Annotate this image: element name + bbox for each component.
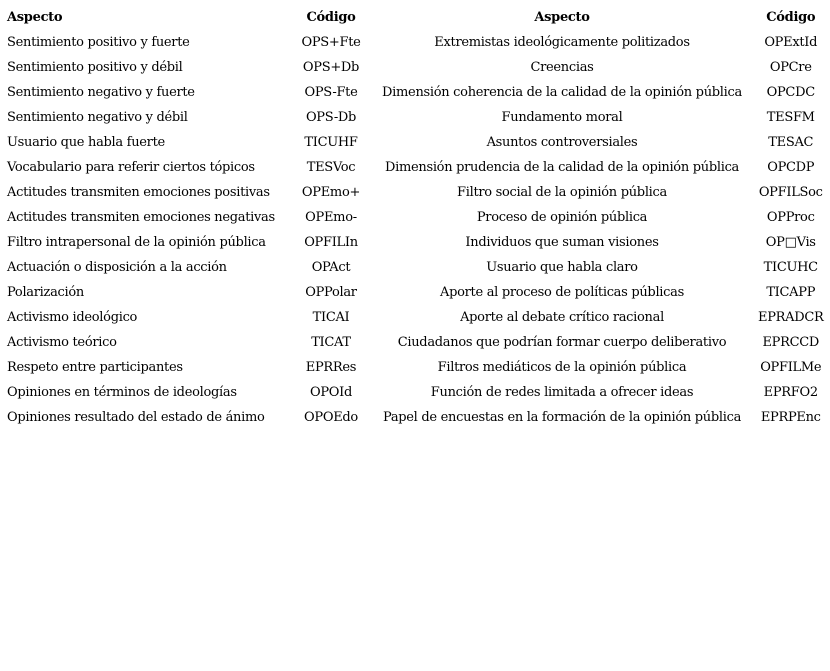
- aspecto-cell: Actitudes transmiten emociones negativas: [7, 210, 275, 225]
- aspecto-cell: Filtros mediáticos de la opinión pública: [437, 360, 687, 375]
- aspecto-cell: Proceso de opinión pública: [476, 210, 648, 225]
- aspecto-cell: Activismo teórico: [7, 335, 117, 350]
- codigo-cell: OPS-Db: [305, 110, 357, 125]
- codigo-cell: EPRCCD: [762, 335, 820, 350]
- aspecto-cell: Creencias: [530, 60, 594, 75]
- codigo-cell: OPS+Fte: [301, 35, 361, 50]
- aspecto-cell: Filtro intrapersonal de la opinión pública: [7, 235, 266, 250]
- aspecto-cell: Sentimiento positivo y fuerte: [7, 35, 190, 50]
- codigo-cell: TICAT: [311, 335, 351, 350]
- table-row: [4, 305, 826, 330]
- header-codigo-2: Código: [766, 10, 816, 25]
- aspecto-cell: Asuntos controversiales: [486, 135, 638, 150]
- table-row: [4, 30, 826, 55]
- codigo-cell: OPFILMe: [760, 360, 822, 375]
- header-aspecto-1: Aspecto: [7, 10, 63, 25]
- aspecto-cell: Aporte al proceso de políticas públicas: [440, 285, 684, 300]
- aspecto-cell: Usuario que habla claro: [486, 260, 638, 275]
- codigo-cell: EPRPEnc: [760, 410, 821, 425]
- aspecto-cell: Actuación o disposición a la acción: [7, 260, 227, 275]
- codigo-cell: TESFM: [766, 110, 815, 125]
- table-row: [4, 180, 826, 205]
- aspecto-cell: Actitudes transmiten emociones positivas: [7, 185, 270, 200]
- aspecto-cell: Opiniones resultado del estado de ánimo: [7, 410, 265, 425]
- aspecto-cell: Filtro social de la opinión pública: [457, 185, 667, 200]
- table-row: [4, 155, 826, 180]
- codigo-cell: TICAI: [312, 310, 350, 325]
- codigo-cell: OPFILSoc: [758, 185, 823, 200]
- table-row: [4, 330, 826, 355]
- codigo-cell: OPCre: [769, 60, 812, 75]
- aspecto-cell: Dimensión coherencia de la calidad de la opinión pública: [382, 85, 742, 100]
- header-codigo-1: Código: [306, 10, 356, 25]
- codigo-cell: OPAct: [311, 260, 351, 275]
- table-row: [4, 405, 826, 430]
- aspecto-cell: Sentimiento negativo y fuerte: [7, 85, 195, 100]
- codigo-cell: OPOId: [309, 385, 353, 400]
- aspecto-cell: Opiniones en términos de ideologías: [7, 385, 237, 400]
- table-row: [4, 55, 826, 80]
- codigo-cell: TICAPP: [766, 285, 816, 300]
- aspecto-cell: Extremistas ideológicamente politizados: [434, 35, 690, 50]
- aspecto-cell: Polarización: [7, 285, 84, 300]
- table-row: [4, 105, 826, 130]
- codigo-cell: OPEmo-: [305, 210, 357, 225]
- codigo-cell: OPCDC: [766, 85, 815, 100]
- table-row: [4, 130, 826, 155]
- aspecto-cell: Papel de encuestas en la formación de la opinión pública: [382, 410, 742, 425]
- table-header-row: [4, 5, 826, 30]
- aspecto-cell: Usuario que habla fuerte: [7, 135, 165, 150]
- table-row: [4, 380, 826, 405]
- codigo-cell: OPOEdo: [304, 410, 358, 425]
- codigo-cell: TESVoc: [306, 160, 356, 175]
- codigo-cell: OPEmo+: [301, 185, 361, 200]
- aspecto-cell: Aporte al debate crítico racional: [460, 310, 664, 325]
- codigo-cell: OPPolar: [305, 285, 357, 300]
- codigo-cell: TICUHC: [763, 260, 818, 275]
- aspecto-cell: Vocabulario para referir ciertos tópicos: [7, 160, 255, 175]
- codigo-cell: OP□Vis: [765, 235, 816, 250]
- codigo-cell: EPRRes: [305, 360, 357, 375]
- table-row: [4, 230, 826, 255]
- codigo-cell: EPRADCR: [758, 310, 824, 325]
- aspecto-cell: Individuos que suman visiones: [465, 235, 659, 250]
- aspecto-cell: Activismo ideológico: [7, 310, 138, 325]
- codigo-cell: OPProc: [766, 210, 815, 225]
- aspecto-cell: Sentimiento negativo y débil: [7, 110, 188, 125]
- table-row: [4, 205, 826, 230]
- aspecto-cell: Ciudadanos que podrían formar cuerpo deliberativo: [397, 335, 727, 350]
- aspecto-cell: Respeto entre participantes: [7, 360, 183, 375]
- codigo-cell: OPS-Fte: [304, 85, 358, 100]
- codigo-cell: EPRFO2: [763, 385, 818, 400]
- codes-table: [4, 5, 826, 430]
- codigo-cell: OPS+Db: [302, 60, 360, 75]
- codigo-cell: TESAC: [768, 135, 814, 150]
- table-row: [4, 80, 826, 105]
- codigo-cell: OPFILIn: [304, 235, 358, 250]
- codigo-cell: OPExtId: [764, 35, 818, 50]
- table-row: [4, 280, 826, 305]
- aspecto-cell: Fundamento moral: [501, 110, 623, 125]
- aspecto-cell: Sentimiento positivo y débil: [7, 60, 183, 75]
- aspecto-cell: Dimensión prudencia de la calidad de la opinión pública: [384, 160, 740, 175]
- aspecto-cell: Función de redes limitada a ofrecer ideas: [430, 385, 694, 400]
- table-row: [4, 355, 826, 380]
- codigo-cell: TICUHF: [304, 135, 358, 150]
- table-row: [4, 255, 826, 280]
- header-aspecto-2: Aspecto: [534, 10, 590, 25]
- codigo-cell: OPCDP: [767, 160, 815, 175]
